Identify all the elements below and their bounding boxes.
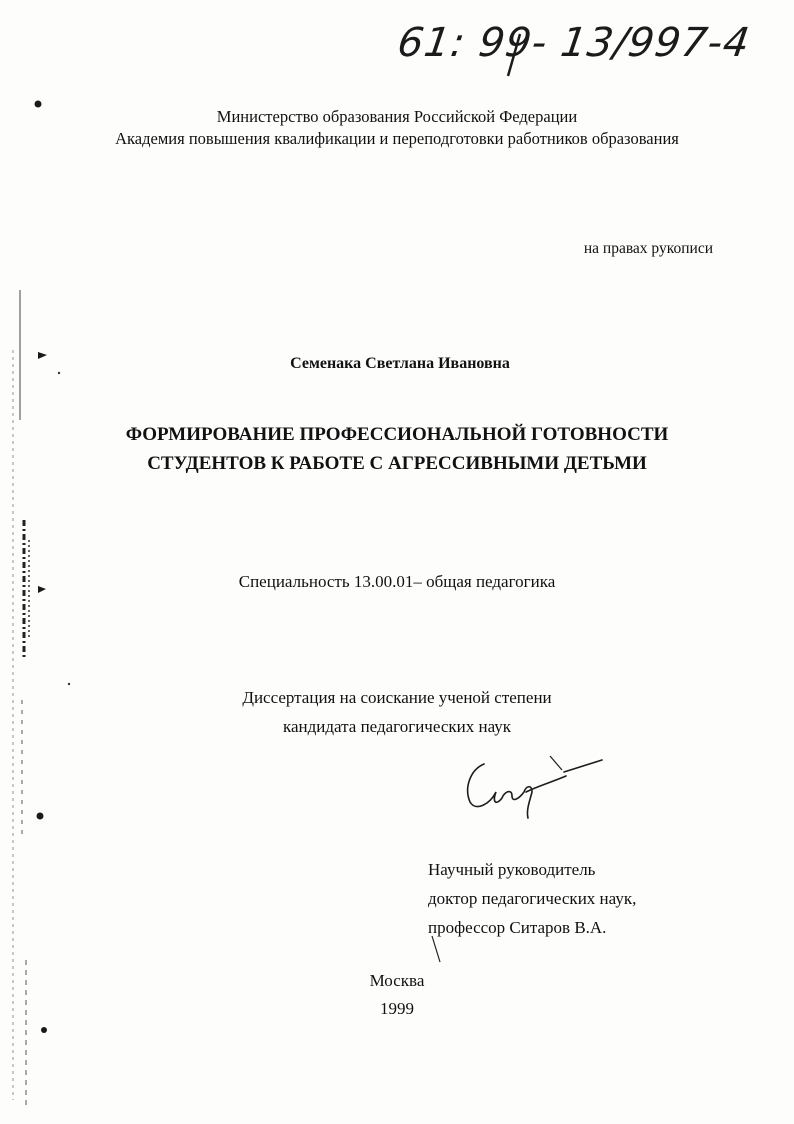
year: 1999 <box>380 999 414 1018</box>
supervisor-degree: доктор педагогических наук, <box>428 889 637 908</box>
academy-name: Академия повышения квалификации и переподготовки работников образования <box>115 129 679 148</box>
dissertation-title <box>0 420 794 478</box>
archive-number <box>390 14 753 74</box>
archive-number-text: 61: 99- 13/997-4 <box>394 20 753 66</box>
title-line-2: СТУДЕНТОВ К РАБОТЕ С АГРЕССИВНЫМИ ДЕТЬМИ <box>147 453 647 474</box>
city: Москва <box>369 971 425 990</box>
place-and-year <box>0 967 794 1023</box>
specialty: Специальность 13.00.01– общая педагогика <box>238 572 556 591</box>
supervisor-name: профессор Ситаров В.А. <box>428 918 607 937</box>
degree-statement <box>0 683 794 741</box>
archive-underline <box>390 14 690 74</box>
scan-stray-line <box>424 930 454 970</box>
supervisor-block <box>428 855 768 942</box>
rights-note: на правах рукописи <box>583 240 713 257</box>
title-line-1: ФОРМИРОВАНИЕ ПРОФЕССИОНАЛЬНОЙ ГОТОВНОСТИ <box>125 424 669 445</box>
degree-line-2: кандидата педагогических наук <box>282 717 512 736</box>
scan-dot <box>41 1027 47 1033</box>
scan-margin-marks <box>0 0 80 1124</box>
ministry-header <box>0 106 794 150</box>
signature <box>456 752 606 822</box>
scan-dot <box>37 813 44 820</box>
degree-line-1: Диссертация на соискание ученой степени <box>242 688 552 707</box>
author-name: Семенака Светлана Ивановна <box>290 355 510 372</box>
ministry-name: Министерство образования Российской Федерации <box>216 107 578 126</box>
supervisor-role: Научный руководитель <box>428 860 596 879</box>
